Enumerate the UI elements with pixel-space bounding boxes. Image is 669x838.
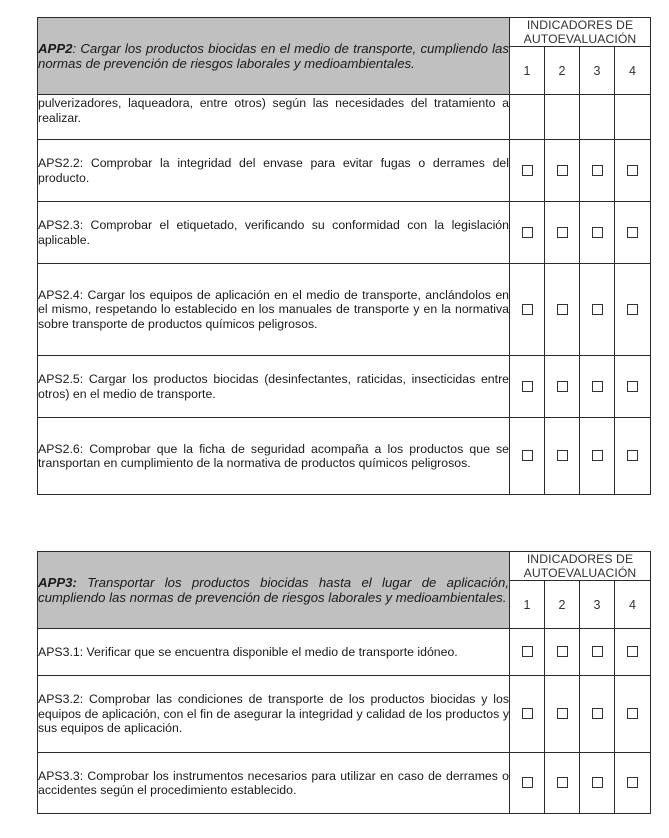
- app2-description: Cargar los productos biocidas en el medio de transporte, cumpliendo las normas de prevención de riesgos laborales y medioambientales.: [38, 41, 509, 71]
- criterion-text: APS2.2: Comprobar la integridad del envase para evitar fugas o derrames del producto.: [38, 140, 510, 202]
- criterion-text: APS3.1: Verificar que se encuentra disponible el medio de transporte idóneo.: [38, 629, 510, 676]
- level-2-header: 2: [545, 47, 580, 95]
- checkbox-level-1[interactable]: [522, 708, 533, 719]
- checkbox-level-3[interactable]: [592, 777, 603, 788]
- criterion-text: APS2.5: Cargar los productos biocidas (desinfectantes, raticidas, insecticidas entre otros) en el medio de transporte.: [38, 356, 510, 418]
- app2-code: APP2: [38, 41, 73, 56]
- checkbox-level-1[interactable]: [522, 777, 533, 788]
- checkbox-level-1[interactable]: [522, 165, 533, 176]
- app2-header-cell: [38, 18, 510, 95]
- table-row: [38, 140, 651, 202]
- checkbox-level-2[interactable]: [557, 304, 568, 315]
- checkbox-level-4[interactable]: [627, 304, 638, 315]
- empty-indicator-cell: [510, 95, 545, 140]
- level-1-header: 1: [510, 581, 545, 629]
- criterion-text: APS3.3: Comprobar los instrumentos necesarios para utilizar en caso de derrames o accidentes según el procedimiento establecido.: [38, 753, 510, 814]
- checkbox-level-1[interactable]: [522, 227, 533, 238]
- checkbox-level-4[interactable]: [627, 165, 638, 176]
- table-row: [38, 264, 651, 356]
- checkbox-level-1[interactable]: [522, 646, 533, 657]
- level-4-header: 4: [615, 581, 651, 629]
- table-row: [38, 629, 651, 676]
- level-2-header: 2: [545, 581, 580, 629]
- checkbox-level-1[interactable]: [522, 381, 533, 392]
- checkbox-level-4[interactable]: [627, 646, 638, 657]
- criterion-text: APS2.6: Comprobar que la ficha de seguridad acompaña a los productos que se transportan en cumplimiento de la normativa de productos químicos peligrosos.: [38, 418, 510, 495]
- checkbox-level-2[interactable]: [557, 381, 568, 392]
- empty-indicator-cell: [545, 95, 580, 140]
- level-1-header: 1: [510, 47, 545, 95]
- app3-evaluation-table: [37, 551, 651, 814]
- checkbox-level-3[interactable]: [592, 708, 603, 719]
- app3-header-cell: [38, 552, 510, 629]
- table-row: [38, 356, 651, 418]
- empty-indicator-cell: [615, 95, 651, 140]
- criterion-text: APS2.4: Cargar los equipos de aplicación en el medio de transporte, anclándolos en el mismo, respetando lo establecido en los manuales de transporte y en la normativa sobre transporte de productos químicos peligrosos.: [38, 264, 510, 356]
- checkbox-level-2[interactable]: [557, 646, 568, 657]
- checkbox-level-2[interactable]: [557, 227, 568, 238]
- checkbox-level-2[interactable]: [557, 165, 568, 176]
- checkbox-level-4[interactable]: [627, 381, 638, 392]
- checkbox-level-2[interactable]: [557, 450, 568, 461]
- criterion-text: APS2.3: Comprobar el etiquetado, verificando su conformidad con la legislación aplicable.: [38, 202, 510, 264]
- empty-indicator-cell: [580, 95, 615, 140]
- app3-description: Transportar los productos biocidas hasta el lugar de aplicación, cumpliendo las normas de prevención de riesgos laborales y medioambientales.: [38, 575, 509, 605]
- criterion-text: APS3.2: Comprobar las condiciones de transporte de los productos biocidas y los equipos de aplicación, con el fin de asegurar la integridad y calidad de los productos y sus equipos de aplicación.: [38, 676, 510, 753]
- checkbox-level-3[interactable]: [592, 381, 603, 392]
- indicators-title: INDICADORES DE AUTOEVALUACIÓN: [510, 552, 651, 581]
- checkbox-level-4[interactable]: [627, 227, 638, 238]
- checkbox-level-4[interactable]: [627, 708, 638, 719]
- checkbox-level-3[interactable]: [592, 450, 603, 461]
- checkbox-level-3[interactable]: [592, 304, 603, 315]
- checkbox-level-3[interactable]: [592, 227, 603, 238]
- level-4-header: 4: [615, 47, 651, 95]
- table-row: [38, 676, 651, 753]
- level-3-header: 3: [580, 581, 615, 629]
- level-3-header: 3: [580, 47, 615, 95]
- checkbox-level-1[interactable]: [522, 450, 533, 461]
- indicators-title: INDICADORES DE AUTOEVALUACIÓN: [510, 18, 651, 47]
- app2-evaluation-table: [37, 17, 651, 495]
- checkbox-level-1[interactable]: [522, 304, 533, 315]
- table-row: [38, 202, 651, 264]
- criterion-text: pulverizadores, laqueadora, entre otros) según las necesidades del tratamiento a realizar.: [38, 95, 510, 140]
- table-row-continued: [38, 95, 651, 140]
- table-row: [38, 418, 651, 495]
- checkbox-level-3[interactable]: [592, 646, 603, 657]
- table-row: [38, 753, 651, 814]
- app2-code-separator: :: [72, 41, 77, 56]
- checkbox-level-2[interactable]: [557, 777, 568, 788]
- app3-code-separator: :: [72, 575, 77, 590]
- checkbox-level-4[interactable]: [627, 450, 638, 461]
- app3-code: APP3: [38, 575, 73, 590]
- checkbox-level-3[interactable]: [592, 165, 603, 176]
- checkbox-level-4[interactable]: [627, 777, 638, 788]
- checkbox-level-2[interactable]: [557, 708, 568, 719]
